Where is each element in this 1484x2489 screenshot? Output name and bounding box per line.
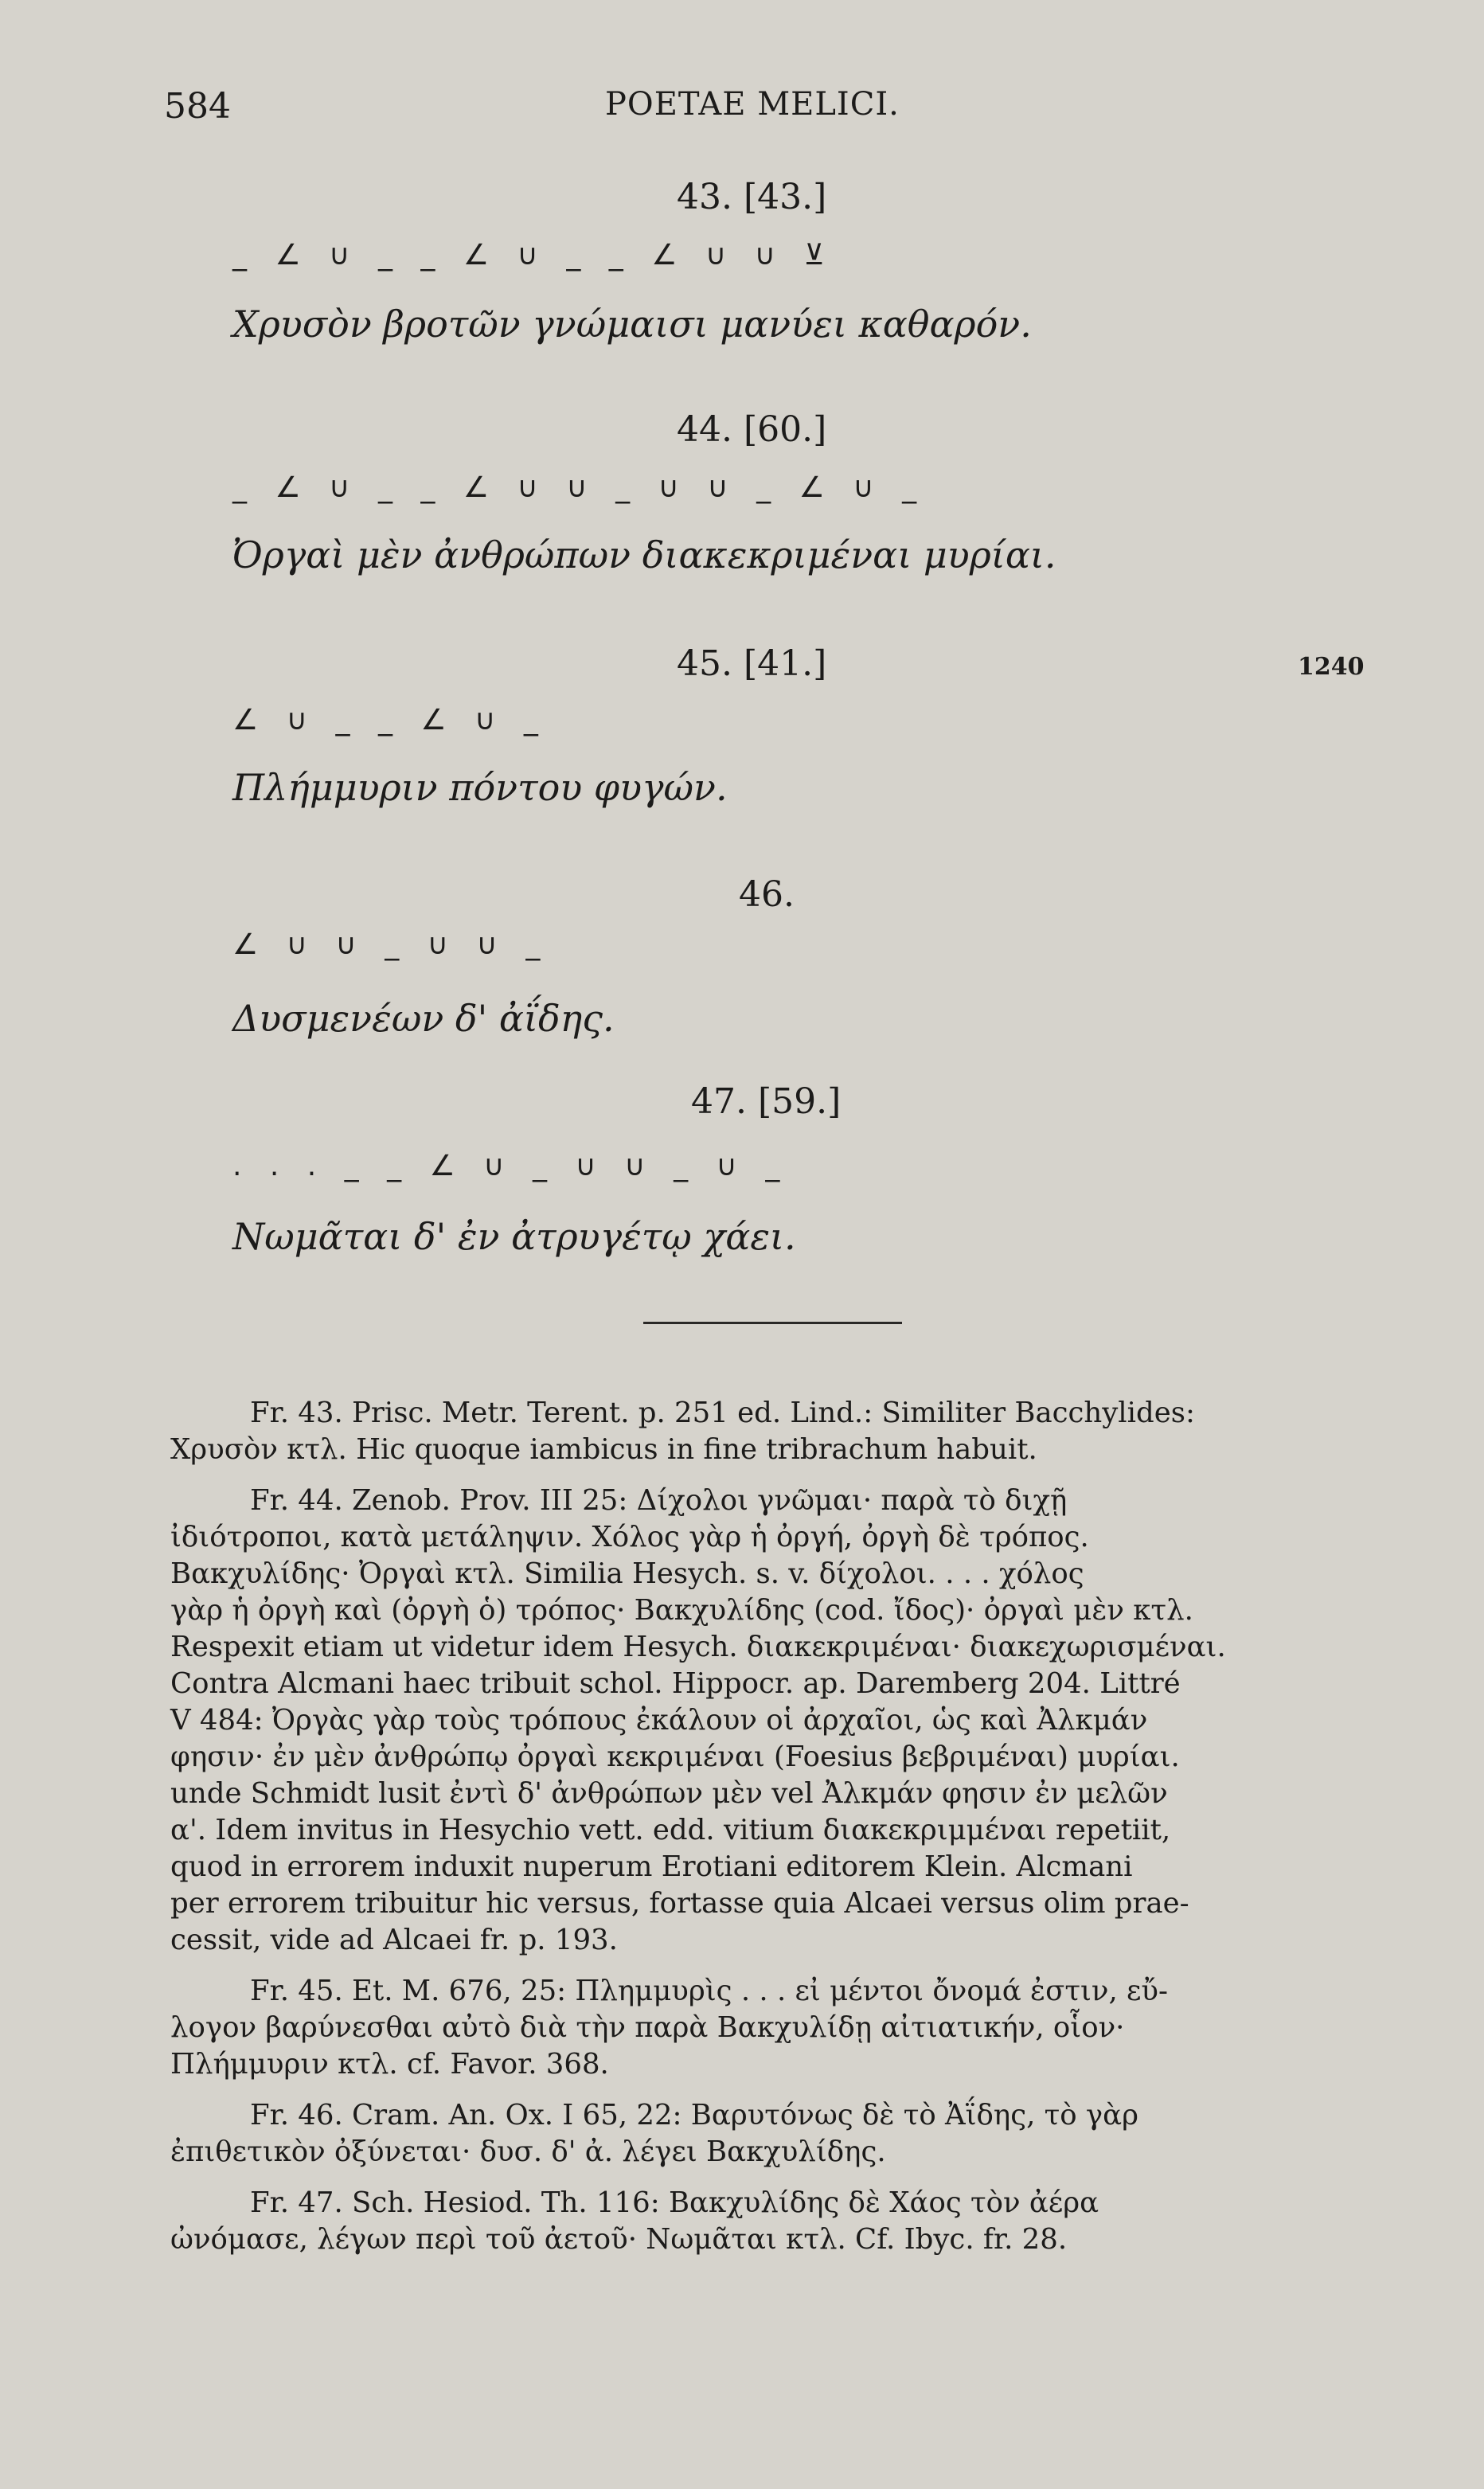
metrical-scheme: . . . _ _ ∠ ∪ _ ∪ ∪ _ ∪ _ [232, 1150, 790, 1182]
fragment-heading: 47. [59.] [691, 1081, 842, 1122]
note-line: Fr. 44. Zenob. Prov. III 25: Δίχολοι γνῶμαι· παρὰ τὸ διχῇ [250, 1484, 1068, 1517]
note-fr-45 [170, 1973, 1388, 2083]
apparatus-notes [170, 1395, 1388, 2272]
note-line: quod in errorem induxit nuperum Erotiani editorem Klein. Alcmani [170, 1850, 1133, 1883]
note-line: cessit, vide ad Alcaei fr. p. 193. [170, 1924, 618, 1956]
verse-line: Πλήμμυριν πόντου φυγών. [232, 766, 728, 809]
note-line: Βακχυλίδης· Ὀργαὶ κτλ. Similia Hesych. s. v. δίχολοι. . . . χόλος [170, 1557, 1084, 1590]
fragment-heading: 45. [41.] [677, 643, 827, 684]
metrical-scheme: _ ∠ ∪ _ _ ∠ ∪ _ _ ∠ ∪ ∪ ⊻ [232, 239, 834, 272]
verse-line: Χρυσὸν βροτῶν γνώμαισι μανύει καθαρόν. [232, 303, 1032, 346]
page-number: 584 [164, 86, 231, 127]
note-line: Respexit etiam ut videtur idem Hesych. διακεκριμέναι· διακεχωρισμέναι. [170, 1631, 1226, 1663]
note-fr-44 [170, 1483, 1388, 1959]
note-line: λογον βαρύνεσθαι αὐτὸ διὰ τὴν παρὰ Βακχυλίδῃ αἰτιατικήν, οἷον· [170, 2011, 1125, 2044]
note-line: α'. Idem invitus in Hesychio vett. edd. vitium διακεκριμμέναι repetiit, [170, 1814, 1171, 1846]
note-line: Fr. 43. Prisc. Metr. Terent. p. 251 ed. Lind.: Similiter Bacchylides: [250, 1397, 1195, 1429]
note-line: V 484: Ὀργὰς γὰρ τοὺς τρόπους ἐκάλουν οἱ ἀρχαῖοι, ὡς καὶ Ἀλκμάν [170, 1704, 1148, 1737]
metrical-scheme: ∠ ∪ _ _ ∠ ∪ _ [232, 704, 548, 737]
note-line: Fr. 45. Et. M. 676, 25: Πλημμυρὶς . . . εἰ μέντοι ὄνομά ἐστιν, εὔ- [250, 1975, 1169, 2007]
note-fr-46 [170, 2097, 1388, 2171]
note-line: ἐπιθετικὸν ὀξύνεται· δυσ. δ' ἀ. λέγει Βακχυλίδης. [170, 2135, 886, 2168]
note-line: per errorem tribuitur hic versus, fortasse quia Alcaei versus olim prae- [170, 1887, 1189, 1920]
note-line: Contra Alcmani haec tribuit schol. Hippocr. ap. Daremberg 204. Littré [170, 1667, 1181, 1700]
note-line: γὰρ ἡ ὀργὴ καὶ (ὀργὴ ὁ) τρόπος· Βακχυλίδης (cod. ἴδος)· ὀργαὶ μὲν κτλ. [170, 1594, 1193, 1627]
running-title: POETAE MELICI. [605, 86, 900, 123]
note-line: unde Schmidt lusit ἐντὶ δ' ἀνθρώπων μὲν vel Ἀλκμάν φησιν ἐν μελῶν [170, 1777, 1168, 1810]
note-fr-43 [170, 1395, 1388, 1468]
verse-line: Δυσμενέων δ' ἀΐδης. [232, 997, 615, 1040]
note-line: Πλήμμυριν κτλ. cf. Favor. 368. [170, 2048, 609, 2081]
fragment-heading: 43. [43.] [677, 177, 827, 217]
margin-line-number: 1240 [1298, 653, 1365, 681]
note-line: ὠνόμασε, λέγων περὶ τοῦ ἀετοῦ· Νωμᾶται κτλ. Cf. Ibyc. fr. 28. [170, 2223, 1068, 2256]
note-line: ἰδιότροποι, κατὰ μετάληψιν. Χόλος γὰρ ἡ ὀργή, ὀργὴ δὲ τρόπος. [170, 1521, 1089, 1553]
note-line: φησιν· ἐν μὲν ἀνθρώπῳ ὀργαὶ κεκριμέναι (Foesius βεβριμέναι) μυρίαι. [170, 1741, 1180, 1773]
fragment-heading: 44. [60.] [677, 409, 827, 450]
fragment-heading: 46. [739, 874, 795, 915]
separator-rule [643, 1322, 902, 1324]
note-fr-47 [170, 2185, 1388, 2258]
metrical-scheme: _ ∠ ∪ _ _ ∠ ∪ ∪ _ ∪ ∪ _ ∠ ∪ _ [232, 471, 927, 504]
metrical-scheme: ∠ ∪ ∪ _ ∪ ∪ _ [232, 928, 550, 961]
note-line: Fr. 47. Sch. Hesiod. Th. 116: Βακχυλίδης δὲ Χάος τὸν ἀέρα [250, 2186, 1099, 2219]
note-line: Χρυσὸν κτλ. Hic quoque iambicus in fine tribrachum habuit. [170, 1433, 1037, 1466]
verse-line: Νωμᾶται δ' ἐν ἀτρυγέτῳ χάει. [232, 1215, 796, 1258]
verse-line: Ὀργαὶ μὲν ἀνθρώπων διακεκριμέναι μυρίαι. [232, 533, 1056, 576]
note-line: Fr. 46. Cram. An. Ox. I 65, 22: Βαρυτόνως δὲ τὸ Ἀΐδης, τὸ γὰρ [250, 2099, 1138, 2131]
